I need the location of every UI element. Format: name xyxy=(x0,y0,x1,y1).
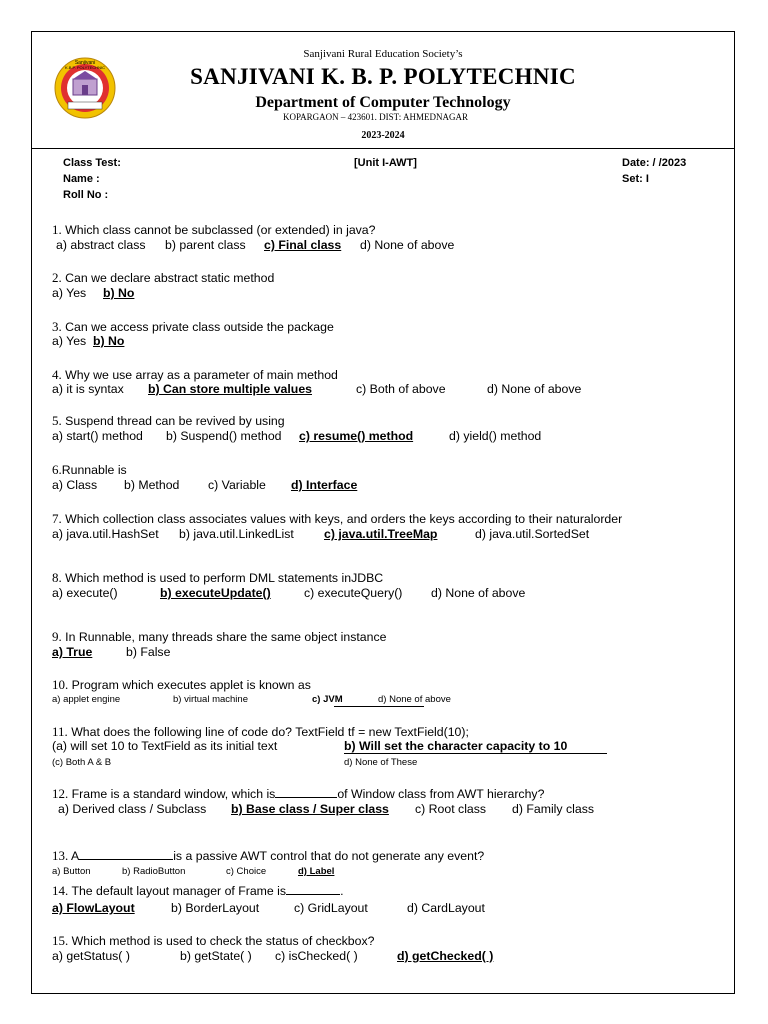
option: a) Button xyxy=(52,866,91,877)
address: KOPARGAON – 423601. DIST: AHMEDNAGAR xyxy=(283,112,468,122)
academic-year: 2023-2024 xyxy=(361,130,405,141)
answer-option: b) executeUpdate() xyxy=(160,586,271,600)
question-5: 5. Suspend thread can be revived by using xyxy=(52,413,285,428)
fill-blank xyxy=(79,848,173,860)
option: c) GridLayout xyxy=(294,901,368,915)
option: c) Both of above xyxy=(356,382,446,396)
class-test-label: Class Test: xyxy=(63,157,121,169)
option: d) None of above xyxy=(360,238,455,252)
svg-text:Sanjivani: Sanjivani xyxy=(74,60,96,66)
option: b) BorderLayout xyxy=(171,901,260,915)
question-11: 11. What does the following line of code do? TextField tf = new TextField(10); xyxy=(52,724,469,739)
option: d) None of above xyxy=(487,382,582,396)
answer-option: c) Final class xyxy=(264,238,342,252)
answer-option: a) True xyxy=(52,645,93,659)
option: d) None of above xyxy=(431,586,526,600)
question-15: 15. Which method is used to check the status of checkbox? xyxy=(52,933,375,948)
option: a) applet engine xyxy=(52,694,121,705)
option: d) java.util.SortedSet xyxy=(475,527,590,541)
option: b) java.util.LinkedList xyxy=(179,527,294,541)
option: c) Root class xyxy=(415,802,487,816)
set-label: Set: I xyxy=(622,173,649,185)
name-label: Name : xyxy=(63,173,100,185)
option: b) getState( ) xyxy=(180,949,252,963)
option: c) Choice xyxy=(226,866,267,877)
question-7: 7. Which collection class associates values with keys, and orders the keys according to their naturalorder xyxy=(52,511,623,526)
question-13: 13. A is a passive AWT control that do not generate any event? xyxy=(52,848,485,863)
option: a) java.util.HashSet xyxy=(52,527,159,541)
department-name: Department of Computer Technology xyxy=(255,94,511,111)
underline xyxy=(334,706,424,707)
option: d) None of These xyxy=(344,757,418,768)
unit-label: [Unit I-AWT] xyxy=(354,157,417,169)
option: b) virtual machine xyxy=(173,694,248,705)
option: d) CardLayout xyxy=(407,901,485,915)
answer-option: d) Label xyxy=(298,866,335,877)
option: (a) will set 10 to TextField as its initial text xyxy=(52,739,278,753)
answer-option: b) Base class / Super class xyxy=(231,802,389,816)
option: a) Derived class / Subclass xyxy=(58,802,207,816)
option: a) Yes xyxy=(52,286,87,300)
college-name: SANJIVANI K. B. P. POLYTECHNIC xyxy=(190,64,576,89)
roll-label: Roll No : xyxy=(63,189,109,201)
option: d) None of above xyxy=(378,694,451,705)
fill-blank xyxy=(275,786,337,798)
option: c) isChecked( ) xyxy=(275,949,358,963)
question-10: 10. Program which executes applet is known as xyxy=(52,677,311,692)
svg-text:K.B.P. POLYTECHNIC: K.B.P. POLYTECHNIC xyxy=(64,65,106,70)
question-4: 4. Why we use array as a parameter of main method xyxy=(52,367,338,382)
answer-option: b) Will set the character capacity to 10 xyxy=(344,739,607,754)
option: a) Class xyxy=(52,478,98,492)
option: b) RadioButton xyxy=(122,866,186,877)
society-name: Sanjivani Rural Education Society’s xyxy=(303,48,463,60)
question-paper xyxy=(31,31,735,994)
option: b) Method xyxy=(124,478,180,492)
option: c) JVM xyxy=(312,694,343,705)
answer-option: c) java.util.TreeMap xyxy=(324,527,438,541)
option: d) yield() method xyxy=(449,429,542,443)
answer-option: a) FlowLayout xyxy=(52,901,135,915)
question-2: 2. Can we declare abstract static method xyxy=(52,270,275,285)
question-1: 1. Which class cannot be subclassed (or extended) in java? xyxy=(52,222,376,237)
date-label: Date: / /2023 xyxy=(622,157,687,169)
option: a) execute() xyxy=(52,586,118,600)
option: a) Yes xyxy=(52,334,87,348)
answer-option: d) Interface xyxy=(291,478,358,492)
option: a) start() method xyxy=(52,429,143,443)
question-6: 6.Runnable is xyxy=(52,462,127,477)
option: (c) Both A & B xyxy=(52,757,112,768)
option: a) abstract class xyxy=(56,238,146,252)
question-14: 14. The default layout manager of Frame is . xyxy=(52,883,344,898)
question-12: 12. Frame is a standard window, which is of Window class from AWT hierarchy? xyxy=(52,786,545,801)
answer-option: d) getChecked( ) xyxy=(397,949,494,963)
option: c) executeQuery() xyxy=(304,586,403,600)
option: b) parent class xyxy=(165,238,246,252)
question-3: 3. Can we access private class outside the package xyxy=(52,319,334,334)
option: a) getStatus( ) xyxy=(52,949,130,963)
question-9: 9. In Runnable, many threads share the same object instance xyxy=(52,629,387,644)
fill-blank xyxy=(286,883,340,895)
option: d) Family class xyxy=(512,802,594,816)
answer-option: c) resume() method xyxy=(299,429,414,443)
option: a) it is syntax xyxy=(52,382,124,396)
option: c) Variable xyxy=(208,478,266,492)
answer-option: b) Can store multiple values xyxy=(148,382,312,396)
option: b) False xyxy=(126,645,171,659)
option: b) Suspend() method xyxy=(166,429,282,443)
question-8: 8. Which method is used to perform DML statements inJDBC xyxy=(52,570,384,585)
answer-option: b) No xyxy=(93,334,125,348)
answer-option: b) No xyxy=(103,286,135,300)
letterhead xyxy=(32,32,734,149)
